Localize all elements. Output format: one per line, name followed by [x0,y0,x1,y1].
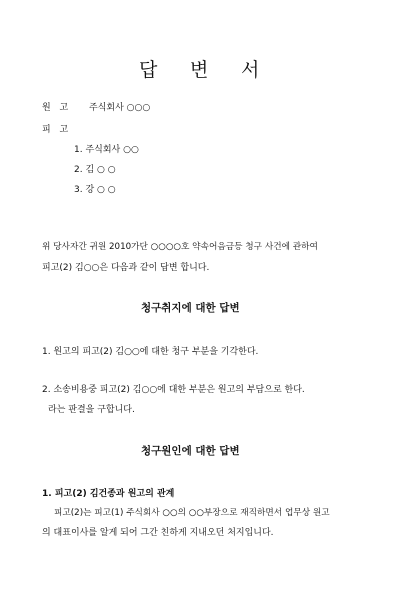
defendant-label: 피 고 [42,125,69,135]
plaintiff-label: 원 고 [42,103,69,113]
cause-paragraph-line-2: 의 대표이사를 알게 되어 그간 친하게 지내오던 처지입니다. [42,528,274,538]
section-heading-claim-purpose: 청구취지에 대한 답변 [141,302,240,314]
claim-item-1: 1. 원고의 피고(2) 김○○에 대한 청구 부분을 기각한다. [42,347,259,357]
defendant-item-1: 1. 주식회사 ○○ [74,145,139,155]
section-heading-claim-cause: 청구원인에 대한 답변 [141,445,240,457]
claim-closing: 라는 판결을 구합니다. [48,405,135,415]
cause-subheading-1: 1. 피고(2) 김건종과 원고의 관계 [42,489,175,499]
title-char-1: 답 [139,59,158,81]
title-char-2: 변 [190,59,209,81]
cause-paragraph-line-1: 피고(2)는 피고(1) 주식회사 ○○의 ○○부장으로 재직하면서 업무상 원고 [54,508,330,518]
title-char-3: 서 [241,59,260,81]
claim-item-2: 2. 소송비용중 피고(2) 김○○에 대한 부분은 원고의 부담으로 한다. [42,385,305,395]
intro-line-2: 피고(2) 김○○은 다음과 같이 답변 합니다. [42,263,210,273]
defendant-item-2: 2. 김 ○ ○ [74,165,116,175]
plaintiff-name: 주식회사 ○○○ [89,103,151,113]
defendant-item-3: 3. 강 ○ ○ [74,185,116,195]
intro-line-1: 위 당사자간 귀원 2010가단 ○○○○호 약속어음금등 청구 사건에 관하여 [42,242,318,252]
